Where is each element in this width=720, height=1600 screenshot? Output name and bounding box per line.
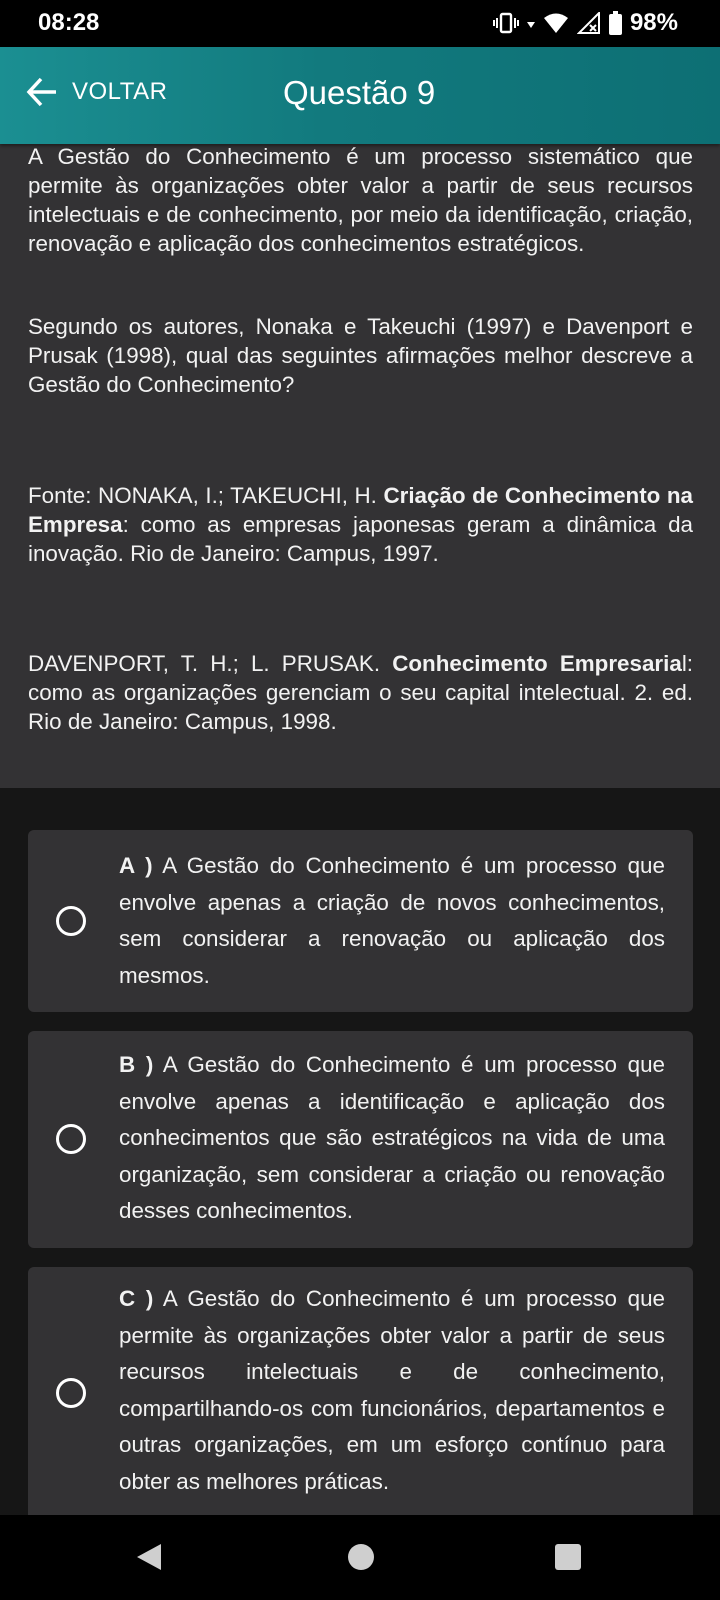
vibrate-icon <box>493 12 519 34</box>
app-bar <box>0 47 720 144</box>
question-source-2 <box>28 649 693 736</box>
option-c-letter: C ) <box>119 1286 154 1311</box>
source-2-suffix: l: como as organizações gerenciam o seu capital intelectual. 2. ed. Rio de Janeiro: Campus, 1998. <box>28 651 694 734</box>
source-2-title: Conhecimento Empresaria <box>392 651 682 676</box>
source-1-prefix: Fonte: NONAKA, I.; TAKEUCHI, H. <box>28 483 384 508</box>
radio-a[interactable] <box>56 906 86 936</box>
radio-c[interactable] <box>56 1378 86 1408</box>
option-b-body: A Gestão do Conhecimento é um processo que envolve apenas a identificação e aplicação dos conhecimentos que são estratégicos na vida de uma organização, sem considerar a criação ou renovação desses conhecimentos. <box>119 1052 665 1224</box>
radio-b[interactable] <box>56 1124 86 1154</box>
back-button[interactable] <box>26 77 167 107</box>
status-time: 08:28 <box>38 9 100 36</box>
option-c-text <box>119 1281 665 1501</box>
wifi-icon <box>543 12 569 34</box>
option-a[interactable] <box>28 830 693 1012</box>
battery-percent: 98% <box>629 9 678 36</box>
option-c-body: A Gestão do Conhecimento é um processo que permite às organizações obter valor a partir de seus recursos intelectuais e de conhecimento, compartilhando-os com funcionários, departamentos e outras organizações, em um esforço contínuo para obter as melhores práticas. <box>119 1286 665 1494</box>
option-b[interactable] <box>28 1031 693 1248</box>
question-prompt: Segundo os autores, Nonaka e Takeuchi (1997) e Davenport e Prusak (1998), qual das seguintes afirmações melhor descreve a Gestão do Conhecimento? <box>28 314 693 397</box>
arrow-left-icon <box>26 77 58 107</box>
option-a-text <box>119 848 665 994</box>
navigation-bar <box>0 1515 720 1600</box>
status-bar <box>0 0 720 47</box>
source-2-prefix: DAVENPORT, T. H.; L. PRUSAK. <box>28 651 393 676</box>
option-b-letter: B ) <box>119 1052 154 1077</box>
option-a-letter: A ) <box>119 853 153 878</box>
question-intro: A Gestão do Conhecimento é um processo sistemático que permite às organizações obter valor a partir de seus recursos intelectuais e de conhecimento, por meio da identificação, criação, renovação e aplicação dos conhecimentos estratégicos. <box>28 144 693 256</box>
source-1-title: Criação de Conhecimento na Empresa <box>28 483 694 537</box>
battery-icon <box>609 14 622 35</box>
source-1-suffix: : como as empresas japonesas geram a dinâmica da inovação. Rio de Janeiro: Campus, 1997. <box>28 512 693 566</box>
option-b-text <box>119 1047 665 1230</box>
back-label: VOLTAR <box>72 78 168 105</box>
signal-icon <box>577 12 601 34</box>
option-a-body: A Gestão do Conhecimento é um processo que envolve apenas a criação de novos conhecimentos, sem considerar a renovação ou aplicação dos mesmos. <box>119 853 665 988</box>
nav-home-icon[interactable] <box>348 1544 374 1570</box>
nav-recents-icon[interactable] <box>555 1544 581 1570</box>
question-card <box>0 144 720 788</box>
status-icons <box>493 9 678 37</box>
data-arrow-icon <box>527 12 535 34</box>
option-c[interactable] <box>28 1267 693 1517</box>
page-title: Questão 9 <box>283 74 436 111</box>
question-source-1 <box>28 481 693 568</box>
nav-back-icon[interactable] <box>137 1544 161 1570</box>
